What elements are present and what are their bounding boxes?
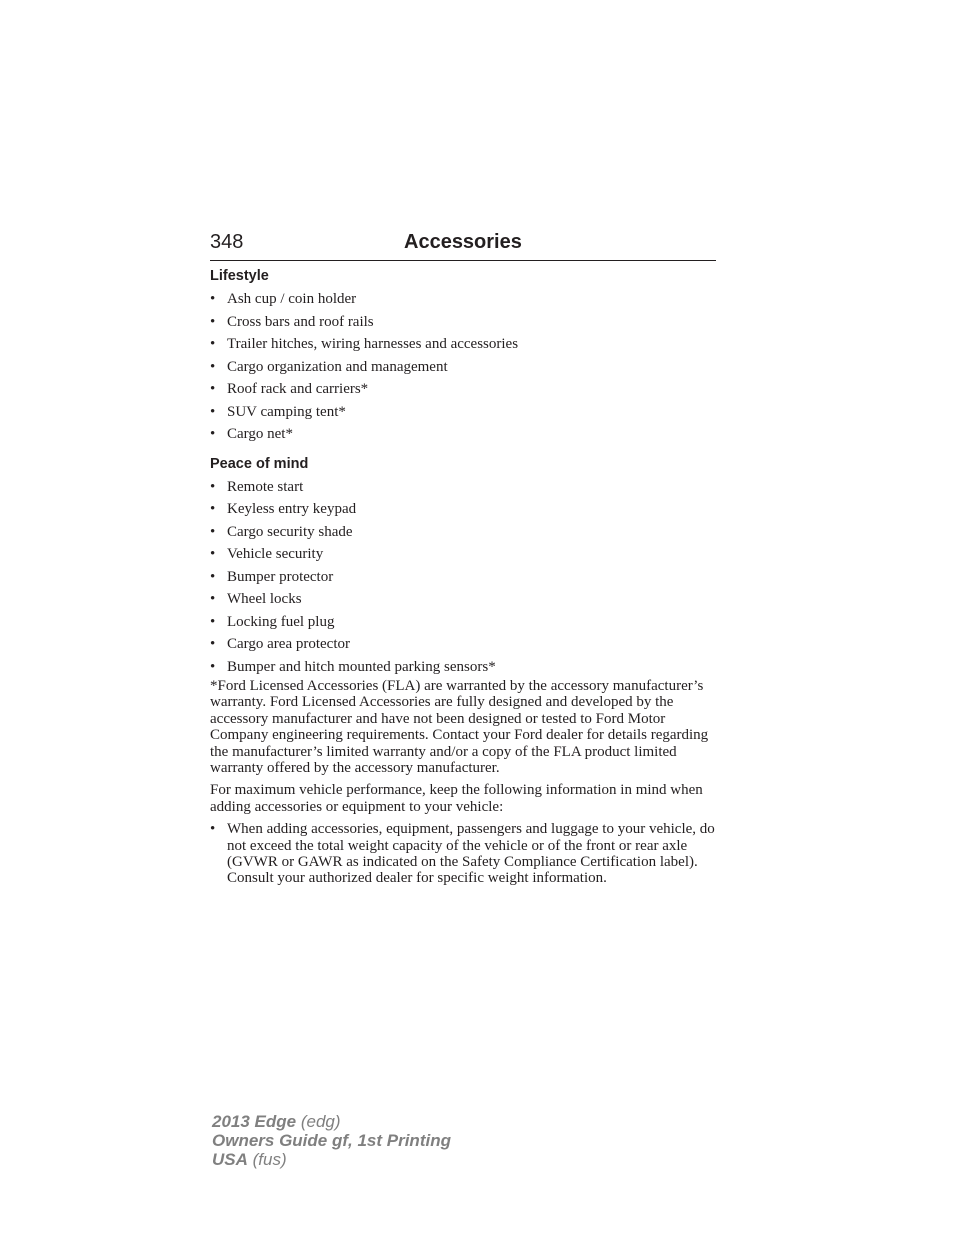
bullet-icon: • — [210, 658, 216, 675]
list-item-text: Trailer hitches, wiring harnesses and accessories — [227, 336, 519, 352]
list-item — [210, 521, 716, 544]
list-item — [210, 333, 716, 356]
list-item-text: Remote start — [227, 478, 304, 495]
footer-market-code: (fus) — [252, 1150, 287, 1169]
lifestyle-list — [210, 288, 716, 446]
list-item-text: Cargo organization and management — [227, 358, 448, 375]
list-item — [210, 476, 716, 499]
section-heading-peace-of-mind: Peace of mind — [210, 455, 309, 472]
list-item-text: SUV camping tent* — [227, 403, 346, 420]
list-item-text: Cross bars and roof rails — [227, 313, 374, 330]
bullet-icon: • — [210, 291, 216, 307]
list-item-text: Bumper and hitch mounted parking sensors* — [227, 658, 496, 675]
list-item — [210, 401, 716, 424]
footer-model-name: 2013 Edge — [212, 1112, 297, 1131]
list-item — [210, 656, 716, 679]
bullet-icon: • — [210, 591, 216, 607]
peace-of-mind-list — [210, 476, 716, 679]
list-item-text: Wheel locks — [227, 591, 302, 607]
footer-line-model — [212, 1112, 451, 1131]
list-item — [210, 633, 716, 656]
footer-line-guide — [212, 1131, 451, 1150]
bullet-icon: • — [210, 613, 216, 630]
list-item-text: Bumper protector — [227, 568, 334, 585]
bullet-icon: • — [210, 478, 216, 495]
list-item — [210, 288, 716, 311]
list-item-text: Ash cup / coin holder — [227, 291, 357, 307]
page-title: Accessories — [404, 231, 522, 253]
list-item — [210, 821, 716, 887]
list-item — [210, 566, 716, 589]
list-item-text: Cargo area protector — [227, 636, 350, 652]
footer-market-name: USA — [212, 1150, 248, 1169]
list-item — [210, 356, 716, 379]
bullet-icon: • — [210, 426, 216, 442]
page-footer — [212, 1112, 451, 1169]
list-item — [210, 378, 716, 401]
list-item — [210, 543, 716, 566]
list-item — [210, 423, 716, 446]
bullet-icon: • — [210, 381, 216, 397]
list-item-text: Vehicle security — [227, 546, 324, 562]
section-heading-lifestyle: Lifestyle — [210, 268, 269, 284]
bullet-icon: • — [210, 821, 216, 838]
list-item-text: Cargo net* — [227, 426, 293, 442]
performance-list — [210, 821, 716, 887]
list-item-text: Cargo security shade — [227, 523, 353, 540]
bullet-icon: • — [210, 358, 216, 375]
page-header — [210, 229, 716, 261]
bullet-icon: • — [210, 636, 216, 652]
footer-model-code: (edg) — [300, 1112, 341, 1131]
list-item-text: Locking fuel plug — [227, 613, 335, 630]
page-content — [210, 266, 716, 887]
bullet-icon: • — [210, 568, 216, 585]
footer-guide-name: Owners Guide gf, 1st Printing — [212, 1131, 451, 1150]
list-item — [210, 588, 716, 611]
bullet-icon: • — [210, 313, 216, 330]
fla-note-paragraph: *Ford Licensed Accessories (FLA) are warranted by the accessory manufacturer’s warranty. Ford Licensed Accessories are fully designed and developed by the accessory manufacturer and have not been designed or tested to Ford Motor Company engineering requirements. Contact your Ford dealer for details regarding the manufacturer’s limited warranty and/or a copy of the FLA product limited warranty offered by the accessory manufacturer. — [210, 678, 709, 777]
footer-line-market — [212, 1150, 451, 1169]
bullet-icon: • — [210, 523, 216, 540]
bullet-icon: • — [210, 336, 216, 352]
list-item-text: Roof rack and carriers* — [227, 381, 369, 397]
list-item — [210, 498, 716, 521]
list-item-text: Keyless entry keypad — [227, 501, 357, 517]
bullet-icon: • — [210, 403, 216, 420]
page-number: 348 — [210, 231, 244, 253]
list-item — [210, 311, 716, 334]
bullet-icon: • — [210, 501, 216, 517]
performance-intro-paragraph: For maximum vehicle performance, keep the following information in mind when adding accessories or equipment to your vehicle: — [210, 782, 703, 815]
list-item-text: When adding accessories, equipment, passengers and luggage to your vehicle, do not exceed the total weight capacity of the vehicle or of the front or rear axle (GVWR or GAWR as indicated on the Safety Compliance Certification label). Consult your authorized dealer for specific weight information. — [227, 821, 715, 887]
bullet-icon: • — [210, 546, 216, 562]
list-item — [210, 611, 716, 634]
